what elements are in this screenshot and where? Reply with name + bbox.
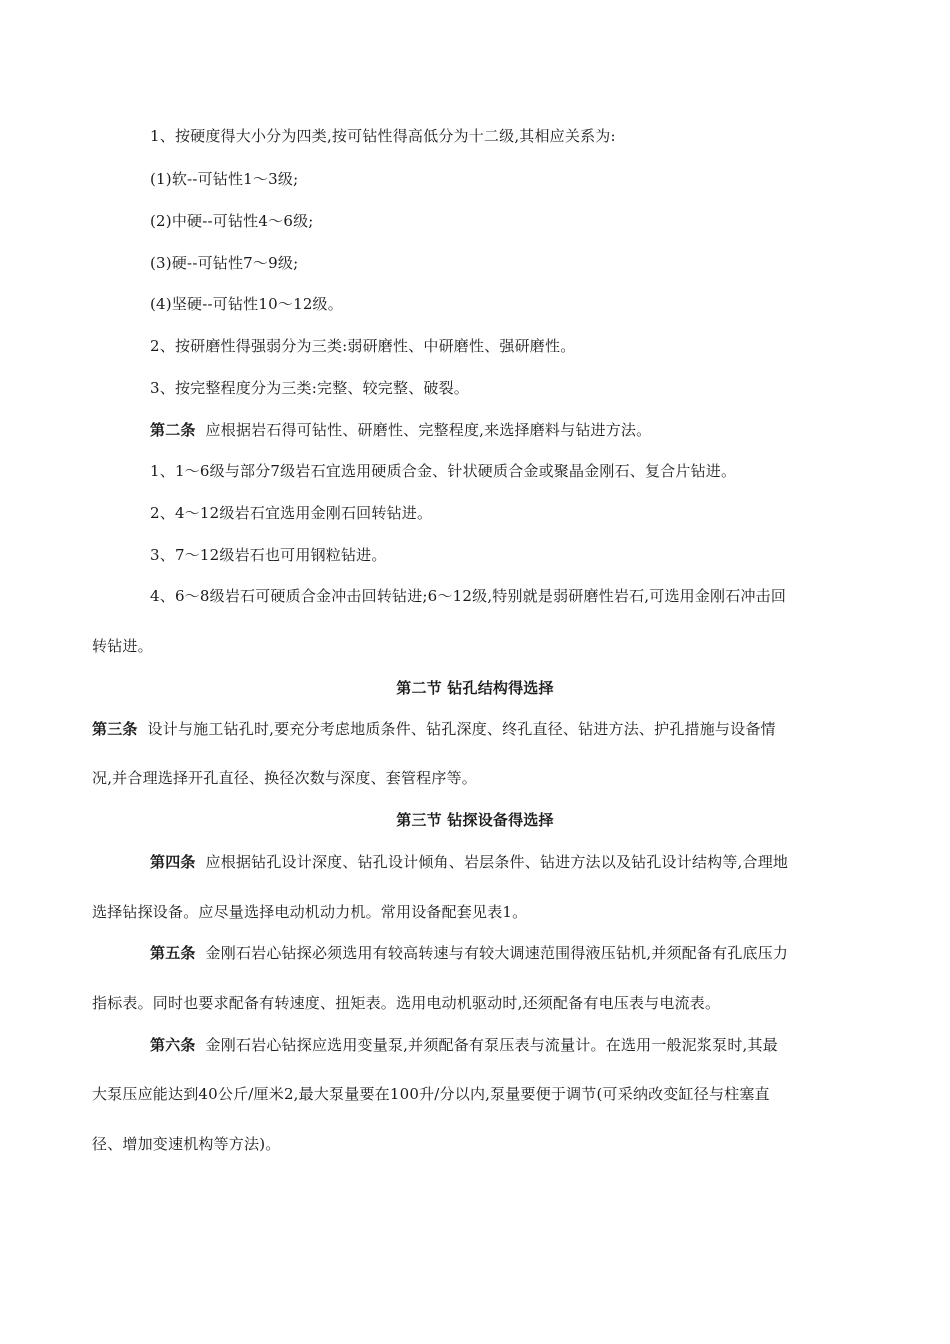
- paragraph-line: 转钻进。: [92, 637, 153, 655]
- paragraph-line: (4)坚硬--可钻性10～12级。: [150, 295, 343, 313]
- paragraph-line: 1、1～6级与部分7级岩石宜选用硬质合金、针状硬质合金或聚晶金刚石、复合片钻进。: [150, 462, 737, 480]
- article-label: 第六条: [150, 1036, 196, 1054]
- article-label: 第二条: [150, 421, 196, 439]
- paragraph-line: 1、按硬度得大小分为四类,按可钻性得高低分为十二级,其相应关系为:: [150, 127, 616, 145]
- article-line: 第二条 应根据岩石得可钻性、研磨性、完整程度,来选择磨料与钻进方法。: [150, 421, 652, 439]
- article-label: 第五条: [150, 944, 196, 962]
- paragraph-line: 大泵压应能达到40公斤/厘米2,最大泵量要在100升/分以内,泵量要便于调节(可采纳改变缸径与柱塞直: [92, 1085, 770, 1103]
- section-heading: 第二节 钻孔结构得选择: [396, 679, 554, 697]
- paragraph-line: 3、7～12级岩石也可用钢粒钻进。: [150, 546, 387, 564]
- article-line: 第三条 设计与施工钻孔时,要充分考虑地质条件、钻孔深度、终孔直径、钻进方法、护孔措施与设备情: [92, 720, 776, 738]
- paragraph-line: (3)硬--可钻性7～9级;: [150, 254, 299, 272]
- paragraph-line: 选择钻探设备。应尽量选择电动机动力机。常用设备配套见表1。: [92, 903, 528, 921]
- paragraph-line: 径、增加变速机构等方法)。: [92, 1135, 281, 1153]
- article-line: 第五条 金刚石岩心钻探必须选用有较高转速与有较大调速范围得液压钻机,并须配备有孔底压力: [150, 944, 789, 962]
- paragraph-line: 3、按完整程度分为三类:完整、较完整、破裂。: [150, 379, 469, 397]
- paragraph-line: 况,并合理选择开孔直径、换径次数与深度、套管程序等。: [92, 769, 477, 787]
- paragraph-line: 2、4～12级岩石宜选用金刚石回转钻进。: [150, 504, 433, 522]
- section-heading: 第三节 钻探设备得选择: [396, 811, 554, 829]
- paragraph-line: 4、6～8级岩石可硬质合金冲击回转钻进;6～12级,特别就是弱研磨性岩石,可选用金刚石冲击回: [150, 587, 787, 605]
- paragraph-line: 指标表。同时也要求配备有转速度、扭矩表。选用电动机驱动时,还须配备有电压表与电流表。: [92, 994, 721, 1012]
- paragraph-line: 2、按研磨性得强弱分为三类:弱研磨性、中研磨性、强研磨性。: [150, 337, 576, 355]
- article-label: 第三条: [92, 720, 138, 738]
- article-line: 第六条 金刚石岩心钻探应选用变量泵,并须配备有泵压表与流量计。在选用一般泥浆泵时,其最: [150, 1036, 778, 1054]
- paragraph-line: (2)中硬--可钻性4～6级;: [150, 212, 314, 230]
- article-label: 第四条: [150, 853, 196, 871]
- paragraph-line: (1)软--可钻性1～3级;: [150, 170, 299, 188]
- article-line: 第四条 应根据钻孔设计深度、钻孔设计倾角、岩层条件、钻进方法以及钻孔设计结构等,合理地: [150, 853, 789, 871]
